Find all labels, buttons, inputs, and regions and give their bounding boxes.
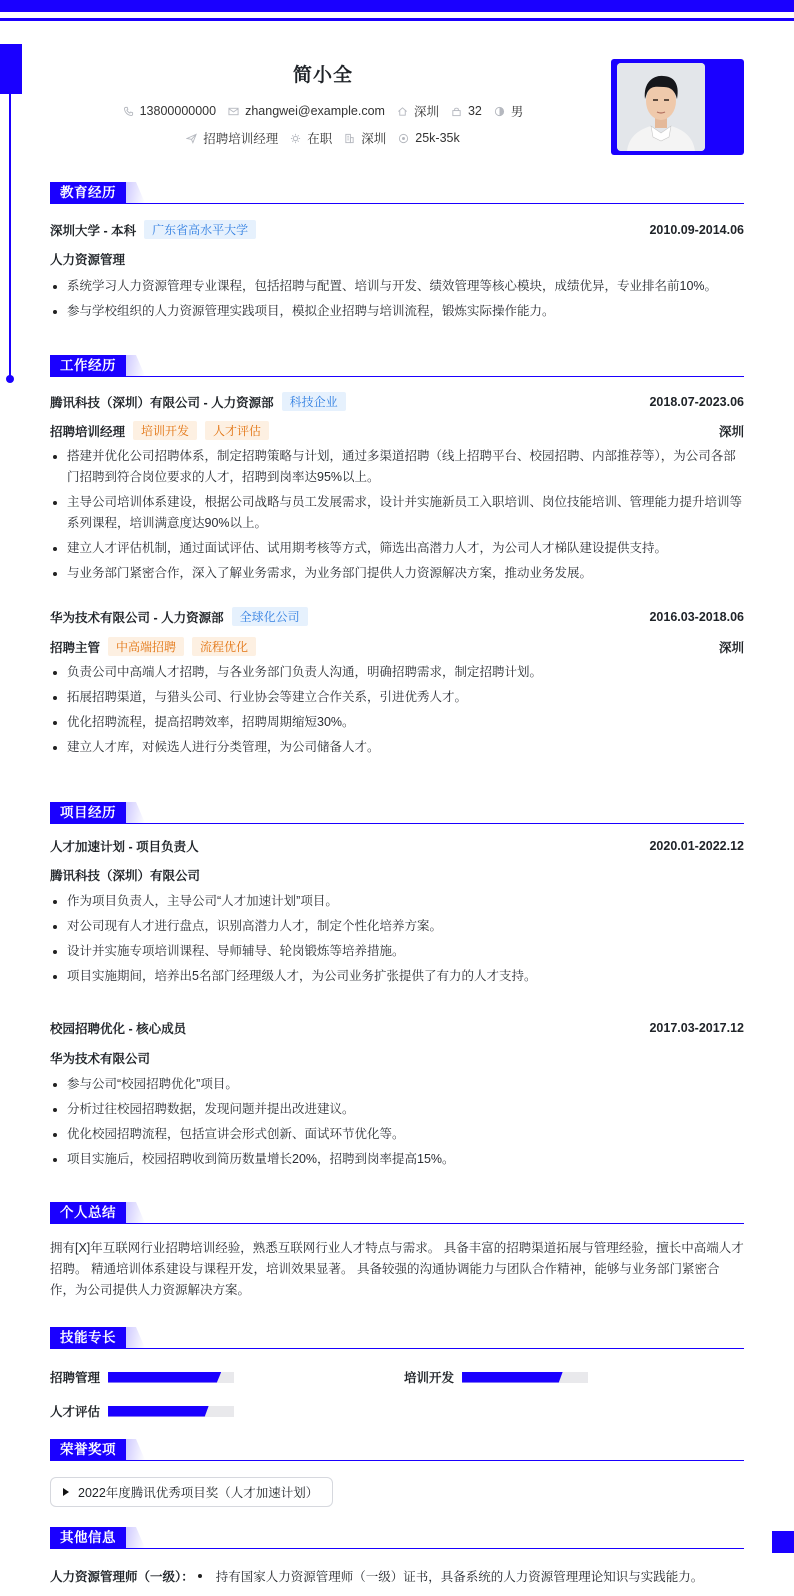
skill-bar-fill xyxy=(462,1372,563,1383)
hometown-text: 深圳 xyxy=(413,105,439,119)
award-item[interactable] xyxy=(50,1477,333,1507)
job-1-tag: 培训开发 xyxy=(133,421,197,440)
contact-row xyxy=(50,102,596,120)
list-item: 分析过往校园招聘数据，发现问题并提出改进建议。 xyxy=(50,1099,744,1120)
list-item: 系统学习人力资源管理专业课程，包括招聘与配置、培训与开发、绩效管理等核心模块，成绩优异，专业排名前10%。 xyxy=(50,276,744,297)
list-item: 项目实施期间，培养出5名部门经理级人才，为公司业务扩张提供了有力的人才支持。 xyxy=(50,966,744,987)
list-item: 对公司现有人才进行盘点，识别高潜力人才，制定个性化培养方案。 xyxy=(50,916,744,937)
hometown-item xyxy=(397,102,439,120)
project-1-org: 腾讯科技（深圳）有限公司 xyxy=(50,869,201,883)
work-title-text: 工作经历 xyxy=(50,355,126,376)
job-intent-row xyxy=(50,129,596,147)
skills-section-title xyxy=(50,1327,744,1349)
skill-bar xyxy=(462,1372,588,1383)
list-item: 建立人才评估机制，通过面试评估、试用期考核等方式，筛选出高潜力人才，为公司人才梯队建设提供支持。 xyxy=(50,538,744,559)
target-job-item xyxy=(186,129,278,147)
title-tail-decoration xyxy=(125,182,145,203)
other-section xyxy=(50,1527,744,1584)
honors-section-title xyxy=(50,1439,744,1461)
left-accent-line xyxy=(9,94,11,378)
list-item: 与业务部门紧密合作，深入了解业务需求，为业务部门提供人力资源解决方案，推动业务发展。 xyxy=(50,563,744,584)
job-1-city: 深圳 xyxy=(718,424,744,439)
salary-item xyxy=(398,131,459,145)
job-1-position: 招聘培训经理 xyxy=(50,424,126,439)
education-bullets xyxy=(50,276,744,326)
other-info-row xyxy=(50,1567,744,1585)
skills-title-text: 技能专长 xyxy=(50,1327,126,1348)
list-item: 优化招聘流程，提高招聘效率，招聘周期缩短30%。 xyxy=(50,712,744,733)
job-2-period: 2016.03-2018.06 xyxy=(649,609,744,624)
photo-frame xyxy=(611,59,744,155)
job-1-bullets xyxy=(50,446,744,588)
email-text: zhangwei@example.com xyxy=(245,104,385,118)
target-city-item xyxy=(344,129,386,147)
job-2-header-row xyxy=(50,607,744,626)
title-tail-decoration xyxy=(125,1439,145,1460)
phone-text: 13800000000 xyxy=(139,104,217,118)
money-icon xyxy=(398,133,409,144)
list-item: 搭建并优化公司招聘体系，制定招聘策略与计划，通过多渠道招聘（线上招聘平台、校园招聘、内部推荐等），为公司各部门招聘到符合岗位要求的人才，招聘到岗率达95%以上。 xyxy=(50,446,744,488)
skill-bar xyxy=(108,1372,234,1383)
summary-text: 拥有[X]年互联网行业招聘培训经验，熟悉互联网行业人才特点与需求。 具备丰富的招聘渠道拓展与管理经验，擅长中高端人才招聘。 精通培训体系建设与课程开发，培训效果显著。 具备较强的沟通协调能力与团队合作精神，能够与业务部门紧密合作，为公司提供人力资源解决方案。 xyxy=(50,1241,744,1297)
major-name: 人力资源管理 xyxy=(50,253,126,267)
project-2-org: 华为技术有限公司 xyxy=(50,1052,151,1066)
other-title-text: 其他信息 xyxy=(50,1527,126,1548)
job-2-position-row xyxy=(50,637,744,656)
project-1-name: 人才加速计划 - 项目负责人 xyxy=(50,840,199,854)
honors-section xyxy=(50,1439,744,1500)
gender-item xyxy=(494,102,524,120)
title-tail-decoration xyxy=(125,802,145,823)
left-accent-dot xyxy=(6,375,14,383)
status-text: 在职 xyxy=(307,132,333,146)
other-section-title xyxy=(50,1527,744,1549)
job-2-bullets xyxy=(50,662,744,762)
job-2-company-badge: 全球化公司 xyxy=(232,607,308,626)
list-item: 设计并实施专项培训课程、导师辅导、轮岗锻炼等培养措施。 xyxy=(50,941,744,962)
summary-section xyxy=(50,1202,744,1297)
education-header-row xyxy=(50,220,744,239)
status-item xyxy=(290,129,332,147)
project-1-period: 2020.01-2022.12 xyxy=(649,839,744,853)
target-city-text: 深圳 xyxy=(361,132,387,146)
resume-header xyxy=(50,58,744,158)
list-item: 项目实施后，校园招聘收到简历数量增长20%，招聘到岗率提高15%。 xyxy=(50,1149,744,1170)
skill-bar-fill xyxy=(108,1406,209,1417)
other-text: 持有国家人力资源管理师（一级）证书，具备系统的人力资源管理理论知识与实践能力。 xyxy=(215,1570,704,1584)
award-text: 2022年度腾讯优秀项目奖（人才加速计划） xyxy=(78,1486,319,1500)
age-item xyxy=(451,104,482,118)
phone-icon xyxy=(123,106,134,117)
skill-item xyxy=(50,1402,234,1420)
job-1-company-badge: 科技企业 xyxy=(282,392,346,411)
education-title-text: 教育经历 xyxy=(50,182,126,203)
triangle-right-icon xyxy=(63,1488,69,1496)
job-1-header-row xyxy=(50,392,744,411)
salary-text: 25k-35k xyxy=(415,131,460,145)
candidate-name: 简小全 xyxy=(292,65,353,86)
phone-item xyxy=(123,104,216,118)
job-2-city: 深圳 xyxy=(718,640,744,655)
gender-icon xyxy=(494,106,505,117)
skill-item xyxy=(404,1368,588,1386)
project-2-name: 校园招聘优化 - 核心成员 xyxy=(50,1022,187,1036)
projects-section-title xyxy=(50,802,744,824)
avatar-photo xyxy=(617,63,705,151)
title-tail-decoration xyxy=(125,1202,145,1223)
home-icon xyxy=(397,106,408,117)
mail-icon xyxy=(228,106,239,117)
project-1-header-row xyxy=(50,837,744,855)
job-2-tag: 中高端招聘 xyxy=(108,637,184,656)
title-tail-decoration xyxy=(125,1527,145,1548)
job-1-position-row xyxy=(50,421,744,440)
education-section xyxy=(50,182,744,318)
title-tail-decoration xyxy=(125,355,145,376)
education-section-title xyxy=(50,182,744,204)
project-2-bullets xyxy=(50,1074,744,1174)
bullet-dot xyxy=(198,1574,202,1578)
skill-bar-fill xyxy=(108,1372,221,1383)
skill-name: 人才评估 xyxy=(50,1405,101,1419)
list-item: 拓展招聘渠道，与猎头公司、行业协会等建立合作关系，引进优秀人才。 xyxy=(50,687,744,708)
gender-text: 男 xyxy=(510,105,524,119)
school-badge: 广东省高水平大学 xyxy=(144,220,256,239)
list-item: 建立人才库，对候选人进行分类管理，为公司储备人才。 xyxy=(50,737,744,758)
send-icon xyxy=(186,133,197,144)
status-icon xyxy=(290,133,301,144)
building-icon xyxy=(344,133,355,144)
age-text: 32 xyxy=(467,104,482,118)
list-item: 优化校园招聘流程，包括宣讲会形式创新、面试环节优化等。 xyxy=(50,1124,744,1145)
list-item: 参与学校组织的人力资源管理实践项目，模拟企业招聘与培训流程，锻炼实际操作能力。 xyxy=(50,301,744,322)
job-1-period: 2018.07-2023.06 xyxy=(649,394,744,409)
honors-title-text: 荣誉奖项 xyxy=(50,1439,126,1460)
work-section xyxy=(50,355,744,754)
project-2-period: 2017.03-2017.12 xyxy=(649,1021,744,1035)
list-item: 参与公司“校园招聘优化”项目。 xyxy=(50,1074,744,1095)
left-accent-block xyxy=(0,44,22,94)
right-accent-block xyxy=(772,1531,794,1553)
list-item: 作为项目负责人，主导公司“人才加速计划”项目。 xyxy=(50,891,744,912)
other-label: 人力资源管理师（一级）： xyxy=(50,1570,194,1584)
projects-section xyxy=(50,802,744,1166)
school-name: 深圳大学 - 本科 xyxy=(50,223,137,238)
summary-section-title xyxy=(50,1202,744,1224)
skills-section xyxy=(50,1327,744,1419)
summary-title-text: 个人总结 xyxy=(50,1202,126,1223)
age-icon xyxy=(451,106,462,117)
skill-bar xyxy=(108,1406,234,1417)
skill-item xyxy=(50,1368,234,1386)
projects-title-text: 项目经历 xyxy=(50,802,126,823)
list-item: 负责公司中高端人才招聘，与各业务部门负责人沟通，明确招聘需求，制定招聘计划。 xyxy=(50,662,744,683)
skill-name: 招聘管理 xyxy=(50,1371,101,1385)
education-period: 2010.09-2014.06 xyxy=(649,222,744,237)
job-2-position: 招聘主管 xyxy=(50,640,101,655)
target-job-text: 招聘培训经理 xyxy=(203,132,279,146)
avatar-illustration xyxy=(617,63,705,151)
list-item: 主导公司培训体系建设，根据公司战略与员工发展需求，设计并实施新员工入职培训、岗位技能培训、管理能力提升培训等系列课程，培训满意度达90%以上。 xyxy=(50,492,744,534)
job-2-tag: 流程优化 xyxy=(192,637,256,656)
project-2-header-row xyxy=(50,1019,744,1037)
job-1-company: 腾讯科技（深圳）有限公司 - 人力资源部 xyxy=(50,395,274,410)
project-1-bullets xyxy=(50,891,744,991)
title-tail-decoration xyxy=(125,1327,145,1348)
email-item xyxy=(228,104,385,118)
job-1-tag: 人才评估 xyxy=(205,421,269,440)
top-accent-line xyxy=(0,18,794,21)
job-2-company: 华为技术有限公司 - 人力资源部 xyxy=(50,610,224,625)
skill-name: 培训开发 xyxy=(404,1371,455,1385)
work-section-title xyxy=(50,355,744,377)
top-accent-bar xyxy=(0,0,794,12)
